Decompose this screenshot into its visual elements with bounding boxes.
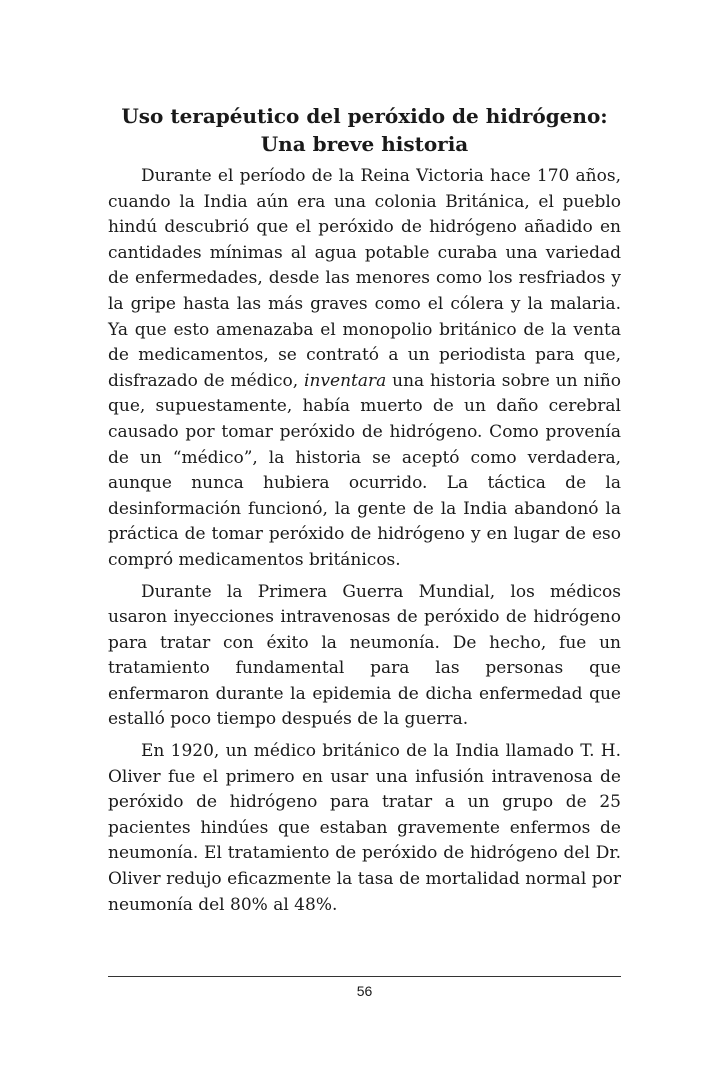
chapter-title xyxy=(108,102,621,158)
footer-rule xyxy=(108,976,621,977)
paragraph-3: En 1920, un médico británico de la India llamado T. H. Oliver fue el primero en usar una infusión intravenosa de peróxido de hidrógeno para tratar a un grupo de 25 pacientes hindúes que estaban gravemente enfermos de neumonía. El tratamiento de peróxido de hidrógeno del Dr. Oliver redujo eficazmente la tasa de mortalidad normal por neumonía del 80% al 48%. xyxy=(108,741,621,915)
title-line-1: Uso terapéutico del peróxido de hidrógeno: xyxy=(121,104,608,128)
paragraph-2: Durante la Primera Guerra Mundial, los médicos usaron inyecciones intravenosas de peróxido de hidrógeno para tratar con éxito la neumonía. De hecho, fue un tratamiento fundamental para las personas que enfermaron durante la epidemia de dicha enfermedad que estalló poco tiempo después de la guerra. xyxy=(108,581,621,730)
body-text xyxy=(108,164,621,918)
paragraph-1-emphasis: inventara xyxy=(304,370,387,391)
paragraph-1 xyxy=(108,164,621,574)
paragraph-1-text-a: Durante el período de la Reina Victoria hace 170 años, cuando la India aún era una colonia Británica, el pueblo hindú descubrió que el peróxido de hidrógeno añadido en cantidades mínimas al agua potable curaba una variedad de enfermedades, desde las menores como los resfriados y la gripe hasta las más graves como el cólera y la malaria. Ya que esto amenazaba el monopolio británico de la venta de medicamentos, se contrató a un periodista para que, disfrazado de médico, xyxy=(108,166,621,391)
page-content xyxy=(108,102,621,924)
page-number: 56 xyxy=(356,983,373,999)
paragraph-1-text-b: una historia sobre un niño que, supuestamente, había muerto de un daño cerebral causado por tomar peróxido de hidrógeno. Como provenía de un “médico”, la historia se aceptó como verdadera, aunque nunca hubiera ocurrido. La táctica de la desinformación funcionó, la gente de la India abandonó la práctica de tomar peróxido de hidrógeno y en lugar de eso compró medicamentos británicos. xyxy=(108,370,621,570)
title-line-2: Una breve historia xyxy=(260,132,469,156)
